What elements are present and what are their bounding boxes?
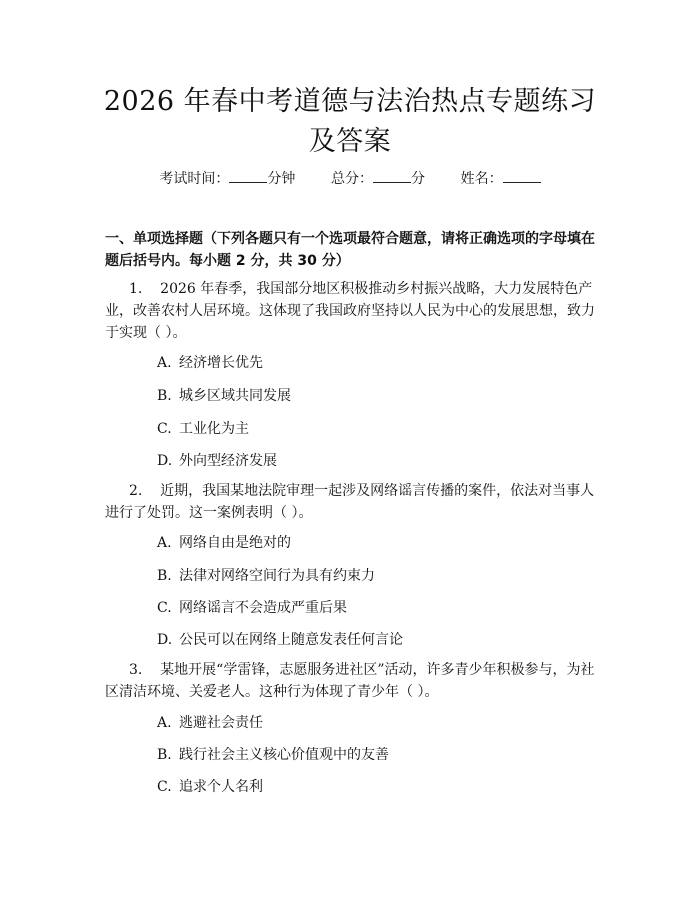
- question-1-option-b: B. 城乡区域共同发展: [157, 388, 291, 404]
- time-label: 考试时间：: [159, 171, 230, 187]
- question-1-option-d: D. 外向型经济发展: [157, 453, 277, 469]
- question-number: 3.: [129, 662, 143, 678]
- question-2-option-a: A. 网络自由是绝对的: [157, 535, 291, 551]
- name-blank: [503, 170, 541, 183]
- question-3-option-a: A. 逃避社会责任: [157, 715, 263, 731]
- question-3-option-c: C. 追求个人名利: [157, 779, 263, 795]
- question-3-option-b: B. 践行社会主义核心价值观中的友善: [157, 747, 389, 763]
- section-heading: 一、单项选择题（下列各题只有一个选项最符合题意，请将正确选项的字母填在题后括号内。每小题 2 分，共 30 分）: [105, 231, 595, 269]
- question-3-stem: [105, 659, 600, 703]
- page-title: 2026 年春中考道德与法治热点专题练习及答案: [103, 86, 597, 157]
- question-text: 近期，我国某地法院审理一起涉及网络谣言传播的案件，依法对当事人进行了处罚。这一案例表明（ ）。: [105, 483, 595, 521]
- question-number: 1.: [129, 281, 143, 297]
- question-1-stem: [105, 278, 600, 344]
- question-2-option-c: C. 网络谣言不会造成严重后果: [157, 600, 347, 616]
- score-unit: 分: [411, 171, 425, 187]
- question-number: 2.: [129, 483, 143, 499]
- question-1-option-a: A. 经济增长优先: [157, 355, 263, 371]
- score-label: 总分：: [331, 171, 373, 187]
- question-2-option-d: D. 公民可以在网络上随意发表任何言论: [157, 632, 403, 648]
- question-text: 2026 年春季，我国部分地区积极推动乡村振兴战略，大力发展特色产业，改善农村人居环境。这体现了我国政府坚持以人民为中心的发展思想，致力于实现（ ）。: [105, 281, 595, 341]
- question-text: 某地开展“学雷锋，志愿服务进社区”活动，许多青少年积极参与，为社区清洁环境、关爱老人。这种行为体现了青少年（ ）。: [105, 662, 595, 700]
- exam-info-line: [0, 168, 700, 188]
- score-blank: [373, 170, 411, 183]
- name-label: 姓名：: [460, 171, 503, 187]
- time-blank: [229, 170, 267, 183]
- time-unit: 分钟: [267, 171, 296, 187]
- question-2-option-b: B. 法律对网络空间行为具有约束力: [157, 568, 375, 584]
- question-1-option-c: C. 工业化为主: [157, 421, 249, 437]
- question-2-stem: [105, 480, 600, 524]
